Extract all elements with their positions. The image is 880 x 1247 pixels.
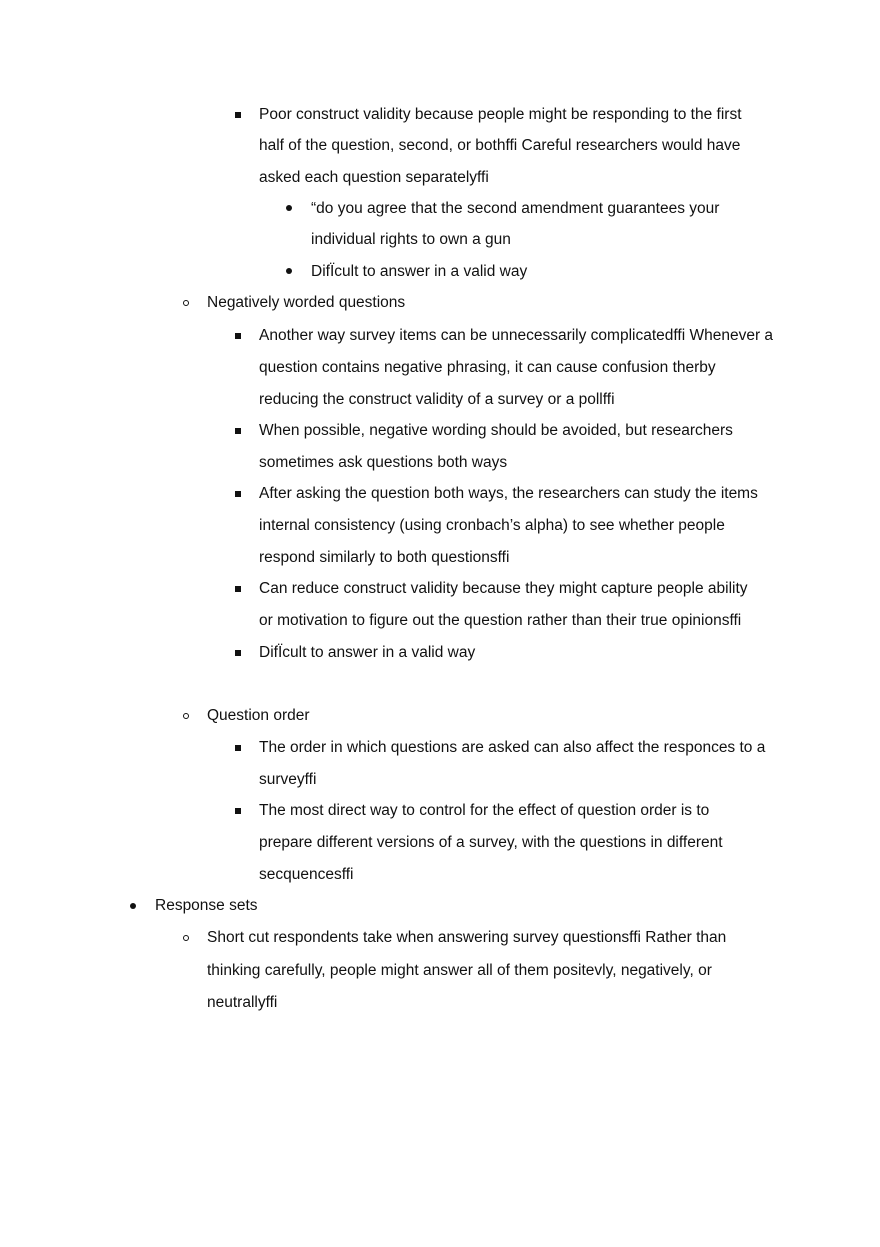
- disc-bullet-icon: [286, 268, 292, 274]
- text-line: half of the question, second, or bothffi Careful researchers would have: [259, 137, 741, 154]
- text-line: Short cut respondents take when answering survey questionsffi Rather than: [207, 929, 727, 946]
- text-line: respond similarly to both questionsffi: [259, 549, 510, 566]
- square-bullet-icon: [235, 428, 241, 434]
- text-line: question contains negative phrasing, it can cause confusion therby: [259, 359, 716, 376]
- circle-bullet-icon: [183, 935, 189, 941]
- square-bullet-icon: [235, 333, 241, 339]
- text-line: or motivation to figure out the question rather than their true opinionsffi: [259, 612, 742, 629]
- section-heading: Negatively worded questions: [207, 294, 406, 311]
- text-line: DifÏcult to answer in a valid way: [311, 263, 528, 280]
- square-bullet-icon: [235, 745, 241, 751]
- text-line: individual rights to own a gun: [311, 231, 511, 248]
- disc-bullet-icon: [286, 205, 292, 211]
- text-line: “do you agree that the second amendment guarantees your: [311, 200, 720, 217]
- text-line: surveyffi: [259, 771, 317, 788]
- square-bullet-icon: [235, 491, 241, 497]
- text-line: neutrallyffi: [207, 994, 278, 1011]
- square-bullet-icon: [235, 650, 241, 656]
- text-line: secquencesffi: [259, 866, 354, 883]
- text-line: The most direct way to control for the effect of question order is to: [259, 802, 710, 819]
- square-bullet-icon: [235, 112, 241, 118]
- text-line: prepare different versions of a survey, with the questions in different: [259, 834, 723, 851]
- text-line: Can reduce construct validity because they might capture people ability: [259, 580, 748, 597]
- circle-bullet-icon: [183, 713, 189, 719]
- section-heading: Question order: [207, 707, 310, 724]
- disc-bullet-icon: [130, 903, 136, 909]
- text-line: The order in which questions are asked can also affect the responces to a: [259, 739, 766, 756]
- text-line: When possible, negative wording should be avoided, but researchers: [259, 422, 733, 439]
- text-line: internal consistency (using cronbach’s alpha) to see whether people: [259, 517, 725, 534]
- circle-bullet-icon: [183, 300, 189, 306]
- text-line: reducing the construct validity of a survey or a pollffi: [259, 391, 615, 408]
- section-heading: Response sets: [155, 897, 258, 914]
- text-line: sometimes ask questions both ways: [259, 454, 508, 471]
- text-line: asked each question separatelyffi: [259, 169, 489, 186]
- text-line: Poor construct validity because people might be responding to the first: [259, 106, 742, 123]
- text-line: Another way survey items can be unnecessarily complicatedffi Whenever a: [259, 327, 774, 344]
- text-line: DifÏcult to answer in a valid way: [259, 644, 476, 661]
- square-bullet-icon: [235, 586, 241, 592]
- text-line: thinking carefully, people might answer all of them positevly, negatively, or: [207, 962, 712, 979]
- square-bullet-icon: [235, 808, 241, 814]
- text-line: After asking the question both ways, the researchers can study the items: [259, 485, 758, 502]
